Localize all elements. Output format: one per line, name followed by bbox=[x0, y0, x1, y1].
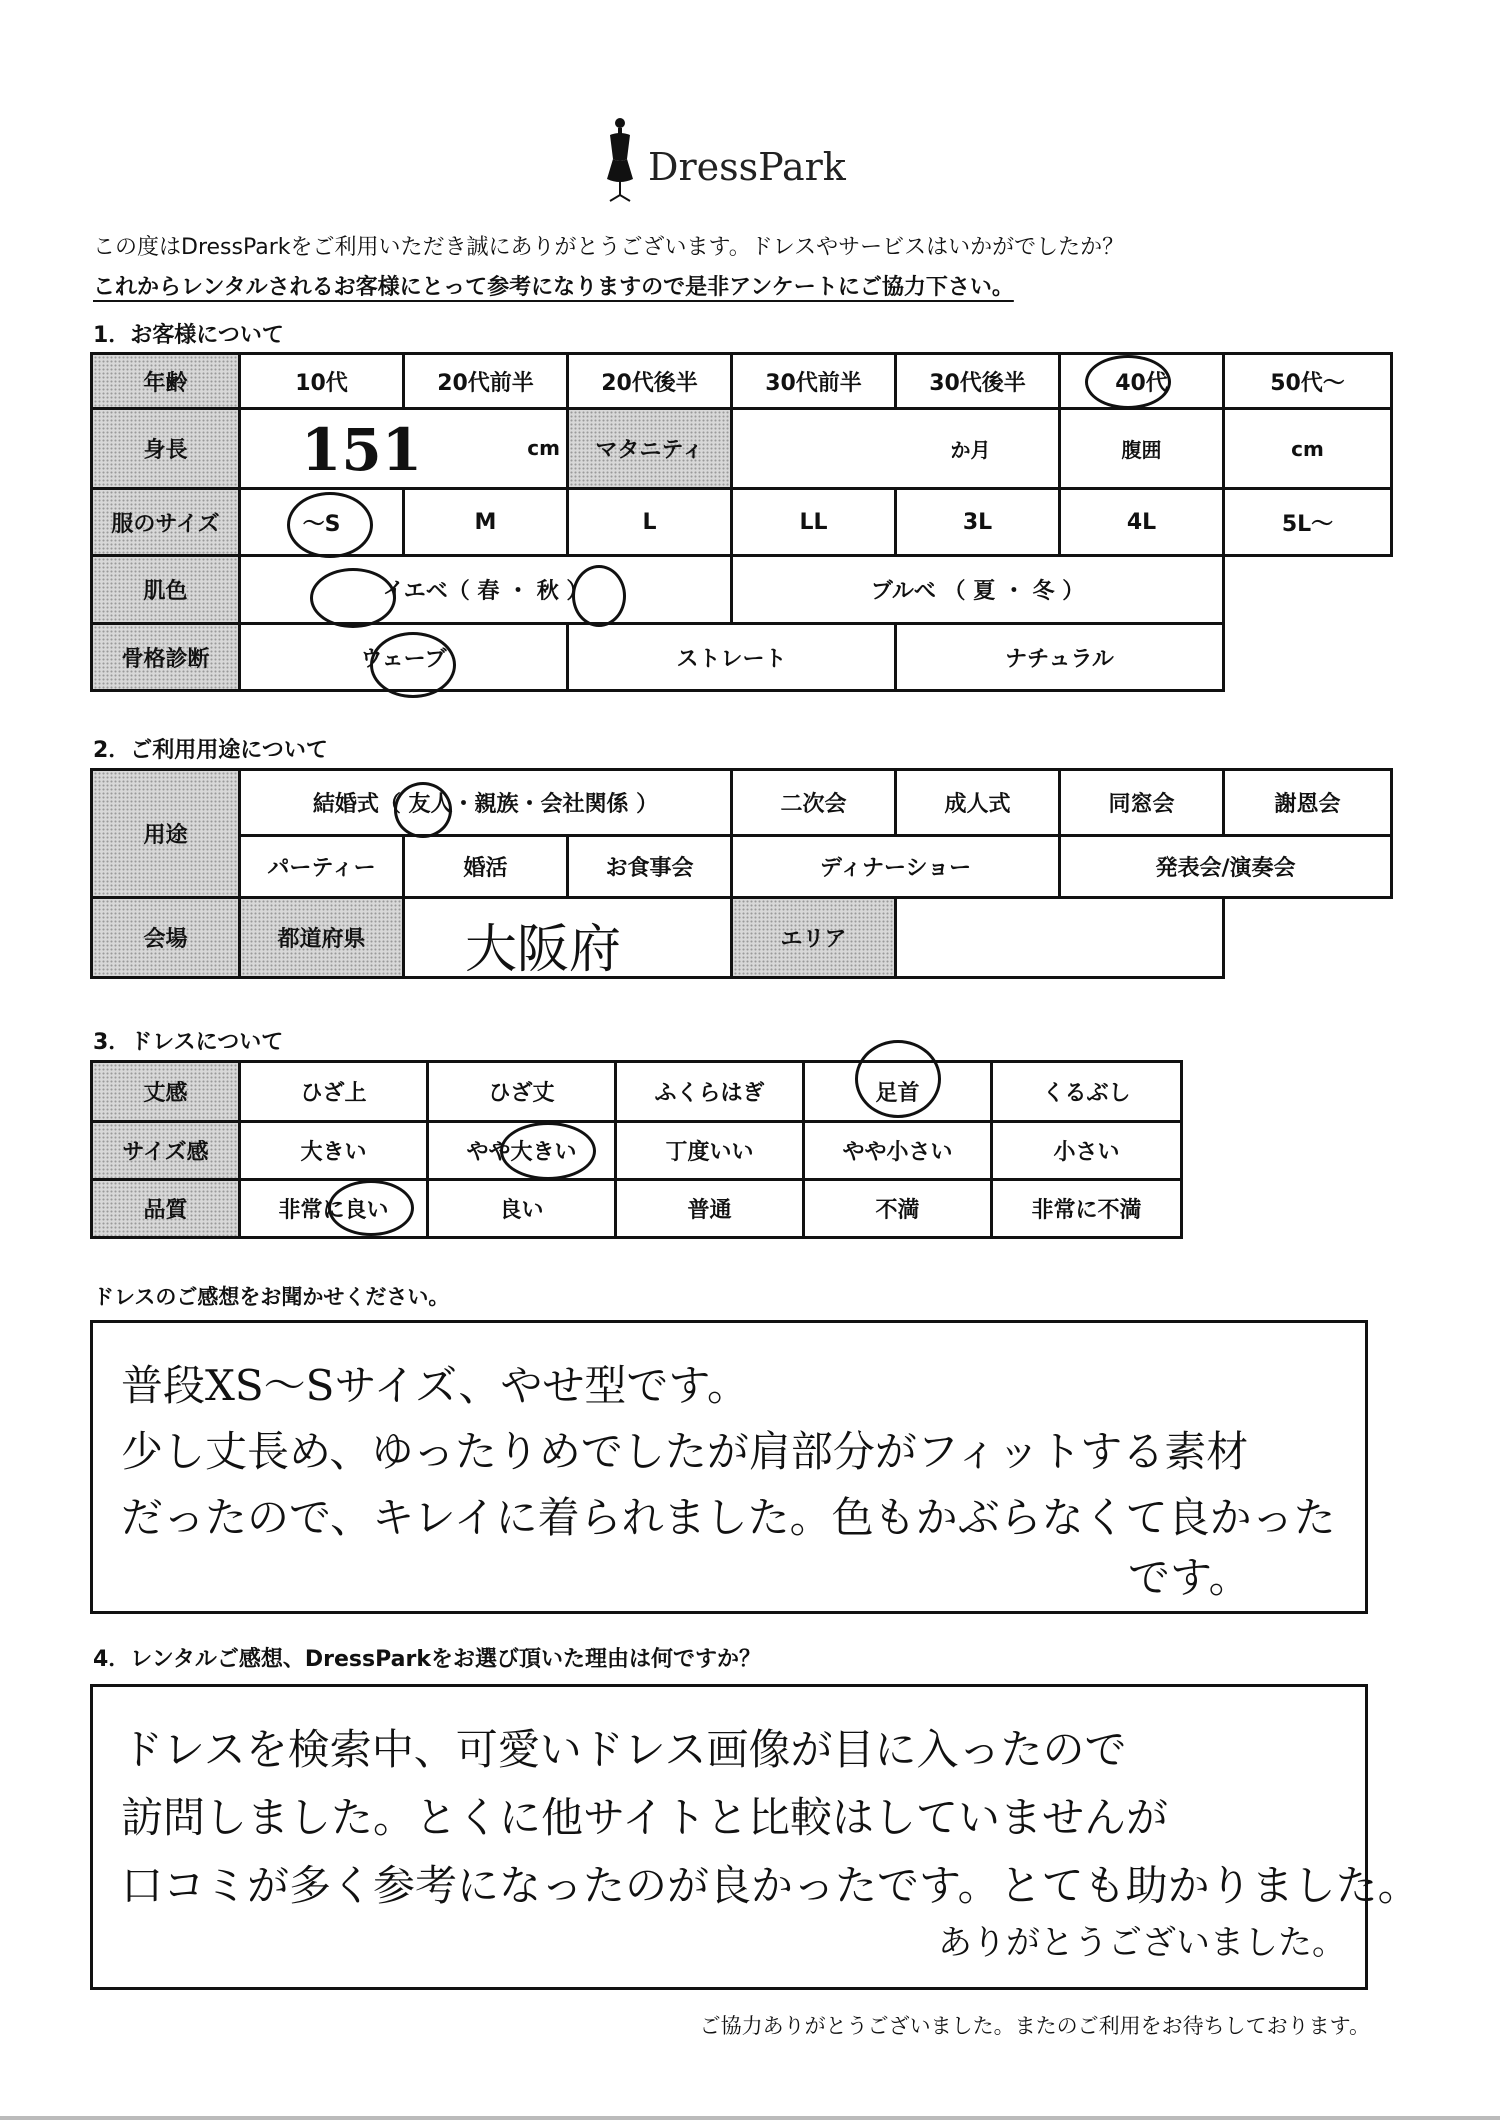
skin-yellow-option[interactable]: イエベ（ 春 ・ 秋 ） bbox=[240, 556, 732, 624]
size-option[interactable]: 5L～ bbox=[1224, 489, 1392, 556]
usage-option[interactable]: お食事会 bbox=[568, 836, 732, 898]
usage-option[interactable]: 同窓会 bbox=[1060, 770, 1224, 836]
quality-label: 品質 bbox=[92, 1180, 240, 1238]
dress-table bbox=[90, 1060, 1183, 1239]
length-label: 丈感 bbox=[92, 1062, 240, 1122]
selection-circle bbox=[370, 632, 456, 698]
age-option-selected[interactable]: 40代 bbox=[1060, 354, 1224, 409]
length-option[interactable]: ひざ上 bbox=[240, 1062, 428, 1122]
usage-option[interactable]: 謝恩会 bbox=[1224, 770, 1392, 836]
skin-blue-option[interactable]: ブルべ （ 夏 ・ 冬 ） bbox=[732, 556, 1224, 624]
size-option[interactable]: 3L bbox=[896, 489, 1060, 556]
venue-label: 会場 bbox=[92, 898, 240, 978]
length-option[interactable]: くるぶし bbox=[992, 1062, 1182, 1122]
selection-circle bbox=[572, 565, 626, 627]
usage-option[interactable]: 婚活 bbox=[404, 836, 568, 898]
selection-circle bbox=[500, 1122, 596, 1180]
length-option[interactable]: ひざ丈 bbox=[428, 1062, 616, 1122]
maternity-label: マタニティ bbox=[568, 409, 732, 489]
quality-option[interactable]: 良い bbox=[428, 1180, 616, 1238]
prefecture-field[interactable] bbox=[404, 898, 732, 978]
age-option[interactable]: 30代後半 bbox=[896, 354, 1060, 409]
selection-circle bbox=[328, 1180, 414, 1236]
age-label: 年齢 bbox=[92, 354, 240, 409]
intro-request: これからレンタルされるお客様にとって参考になりますので是非アンケートにご協力下さい。 bbox=[93, 275, 1014, 300]
height-field[interactable] bbox=[240, 409, 568, 489]
area-field[interactable] bbox=[896, 898, 1224, 978]
size-option[interactable]: L bbox=[568, 489, 732, 556]
comment-line: 口コミが多く参考になったのが良かったです。とても助かりました。 bbox=[121, 1861, 1420, 1910]
selection-circle bbox=[310, 568, 396, 628]
length-option-selected[interactable]: 足首 bbox=[804, 1062, 992, 1122]
waist-unit: cm bbox=[1291, 436, 1324, 461]
fit-option-selected[interactable]: やや大きい bbox=[428, 1122, 616, 1180]
customer-table bbox=[90, 352, 1393, 692]
fit-label: サイズ感 bbox=[92, 1122, 240, 1180]
skin-label: 肌色 bbox=[92, 556, 240, 624]
months-unit: か月 bbox=[950, 438, 991, 462]
dress-form-icon bbox=[600, 115, 640, 205]
area-label: エリア bbox=[732, 898, 896, 978]
size-option[interactable]: LL bbox=[732, 489, 896, 556]
usage-label: 用途 bbox=[92, 770, 240, 898]
selection-circle bbox=[855, 1040, 941, 1118]
comment-line: 少し丈長め、ゆったりめでしたが肩部分がフィットする素材 bbox=[121, 1427, 1249, 1476]
age-option[interactable]: 20代後半 bbox=[568, 354, 732, 409]
waist-label: 腹囲 bbox=[1060, 409, 1224, 489]
comment-line: です。 bbox=[1128, 1553, 1251, 1602]
selection-circle bbox=[1085, 355, 1171, 409]
age-option[interactable]: 30代前半 bbox=[732, 354, 896, 409]
size-option[interactable]: 4L bbox=[1060, 489, 1224, 556]
prefecture-label: 都道府県 bbox=[240, 898, 404, 978]
usage-option-wedding[interactable]: 結婚式（ 友人・親族・会社関係 ） bbox=[240, 770, 732, 836]
brand-name: DressPark bbox=[648, 145, 846, 189]
usage-table bbox=[90, 768, 1393, 979]
frame-option[interactable]: ナチュラル bbox=[896, 624, 1224, 691]
age-option[interactable]: 50代～ bbox=[1224, 354, 1392, 409]
fit-option[interactable]: やや小さい bbox=[804, 1122, 992, 1180]
brand-logo bbox=[600, 115, 940, 215]
usage-option[interactable]: 成人式 bbox=[896, 770, 1060, 836]
quality-option-selected[interactable]: 非常に良い bbox=[240, 1180, 428, 1238]
frame-label: 骨格診断 bbox=[92, 624, 240, 691]
age-option[interactable]: 10代 bbox=[240, 354, 404, 409]
usage-option[interactable]: 発表会/演奏会 bbox=[1060, 836, 1392, 898]
frame-option[interactable]: ストレート bbox=[568, 624, 896, 691]
height-value: 151 bbox=[301, 416, 423, 484]
quality-option[interactable]: 普通 bbox=[616, 1180, 804, 1238]
comment-line: 訪問しました。とくに他サイトと比較はしていませんが bbox=[121, 1793, 1169, 1842]
quality-option[interactable]: 不満 bbox=[804, 1180, 992, 1238]
comment-line: ありがとうございました。 bbox=[938, 1923, 1346, 1963]
size-label: 服のサイズ bbox=[92, 489, 240, 556]
scan-edge bbox=[0, 2116, 1500, 2120]
age-option[interactable]: 20代前半 bbox=[404, 354, 568, 409]
size-option-selected[interactable]: ～S bbox=[240, 489, 404, 556]
prefecture-value: 大阪府 bbox=[465, 920, 622, 978]
usage-option[interactable]: パーティー bbox=[240, 836, 404, 898]
usage-option[interactable]: 二次会 bbox=[732, 770, 896, 836]
comment-line: ドレスを検索中、可愛いドレス画像が目に入ったので bbox=[121, 1725, 1127, 1774]
section4-title: 4．レンタルご感想、DressParkをお選び頂いた理由は何ですか？ bbox=[93, 1647, 761, 1672]
section2-title: 2．ご利用用途について bbox=[93, 738, 328, 763]
quality-option[interactable]: 非常に不満 bbox=[992, 1180, 1182, 1238]
fit-option[interactable]: 大きい bbox=[240, 1122, 428, 1180]
selection-circle bbox=[394, 782, 452, 838]
dress-comment-prompt: ドレスのご感想をお聞かせください。 bbox=[93, 1285, 450, 1309]
waist-field[interactable] bbox=[1224, 409, 1392, 489]
dress-comment-box[interactable] bbox=[90, 1320, 1368, 1614]
intro-text: この度はDressParkをご利用いただき誠にありがとうございます。ドレスやサービスはいかがでしたか？ bbox=[93, 235, 1125, 260]
usage-option[interactable]: ディナーショー bbox=[732, 836, 1060, 898]
comment-line: 普段XS～Sサイズ、やせ型です。 bbox=[121, 1361, 749, 1410]
fit-option[interactable]: 丁度いい bbox=[616, 1122, 804, 1180]
footer-thanks: ご協力ありがとうございました。またのご利用をお待ちしております。 bbox=[699, 2014, 1370, 2038]
section3-title: 3．ドレスについて bbox=[93, 1030, 284, 1055]
comment-line: だったので、キレイに着られました。色もかぶらなくて良かった bbox=[121, 1493, 1336, 1542]
height-label: 身長 bbox=[92, 409, 240, 489]
size-option[interactable]: M bbox=[404, 489, 568, 556]
fit-option[interactable]: 小さい bbox=[992, 1122, 1182, 1180]
reason-comment-box[interactable] bbox=[90, 1684, 1420, 1990]
height-unit: cm bbox=[527, 436, 560, 460]
section1-title: 1．お客様について bbox=[93, 323, 284, 348]
length-option[interactable]: ふくらはぎ bbox=[616, 1062, 804, 1122]
frame-option-selected[interactable]: ウェーブ bbox=[240, 624, 568, 691]
selection-circle bbox=[287, 492, 373, 558]
maternity-months-field[interactable] bbox=[732, 409, 1060, 489]
